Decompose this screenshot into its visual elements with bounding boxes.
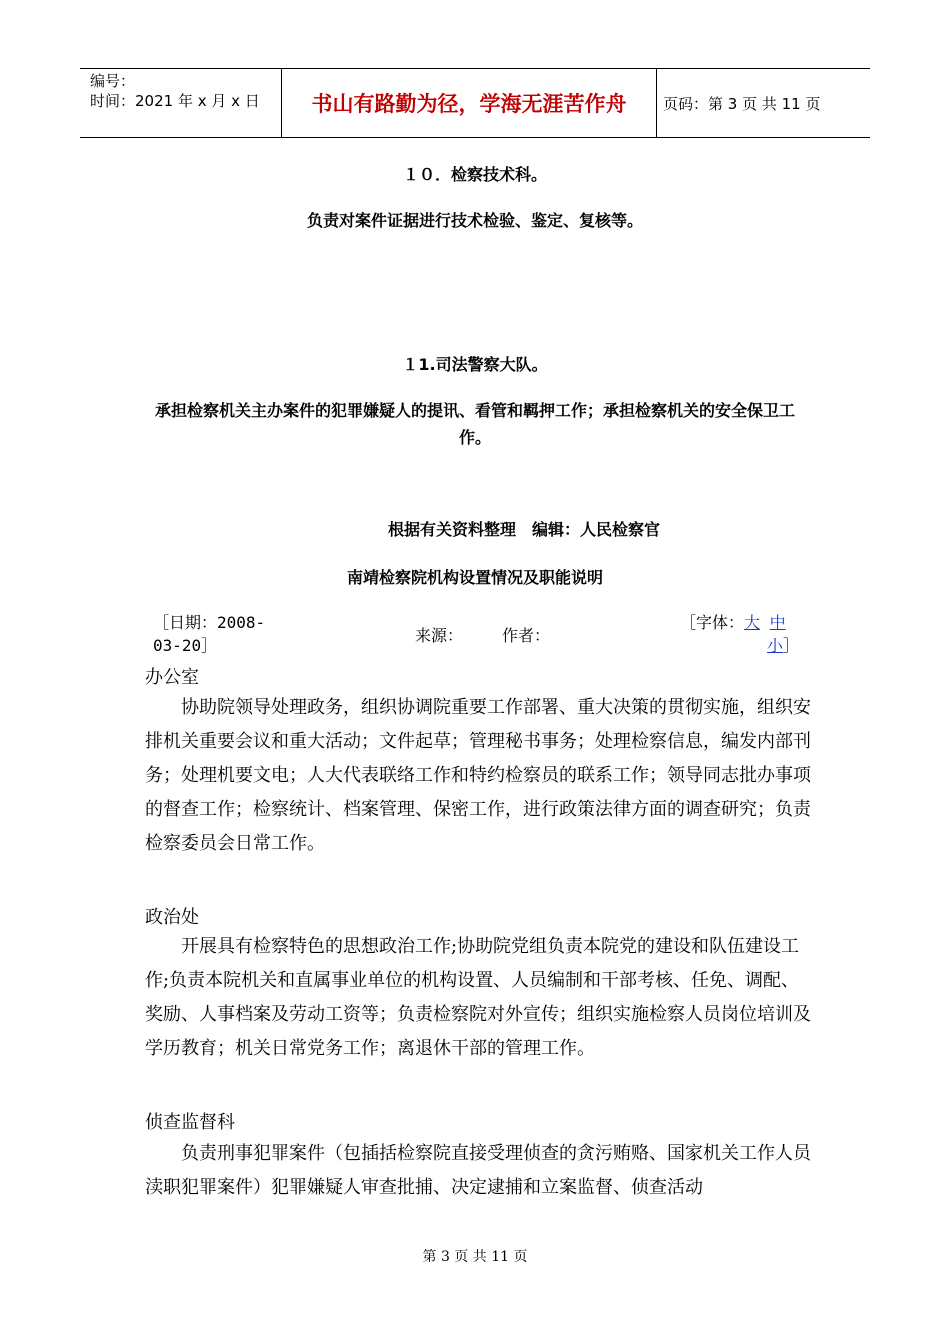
font-large-link[interactable]: 大 [744,613,761,632]
office-text: 协助院领导处理政务，组织协调院重要工作部署、重大决策的贯彻实施，组织安排机关重要会议和重大活动；文件起草；管理秘书事务；处理检察信息，编发内部刊务；处理机要文电；人大代表联络工作和特约检察员的联系工作；领导同志批办事项的督查工作；检察统计、档案管理、保密工作，进行政策法律方面的调查研究；负责检察委员会日常工作。 [145,697,811,854]
article-meta [145,611,810,661]
article-author: 作者： [502,626,551,645]
document-header [80,68,870,138]
time-label: 时间：2021 年 x 月 x 日 [90,92,260,110]
section-11-title: １1.司法警察大队。 [402,355,548,374]
font-medium-link[interactable]: 中 [769,613,786,632]
political-text: 开展具有检察特色的思想政治工作;协助院党组负责本院党的建设和队伍建设工作;负责本院机关和直属事业单位的机构设置、人员编制和干部考核、任免、调配、奖励、人事档案及劳动工资等；负责检察院对外宣传；组织实施检察人员岗位培训及学历教育；机关日常党务工作；离退休干部的管理工作。 [145,936,811,1059]
header-info-cell [80,69,282,137]
font-size-selector [680,611,810,657]
page-footer: 第 3 页 共 11 页 [422,1249,528,1265]
article-date: ［日期：2008-03-20］ [153,613,266,655]
section-10-desc: 负责对案件证据进行技术检验、鉴定、复核等。 [306,211,643,230]
page-code: 页码：第 3 页 共 11 页 [663,94,821,113]
political-title: 政治处 [145,907,199,928]
office-title: 办公室 [145,667,199,688]
credit-line: 根据有关资料整理 编辑：人民检察官 [388,520,661,539]
font-label: ［字体： [680,613,745,632]
section-11-desc: 承担检察机关主办案件的犯罪嫌疑人的提讯、看管和羁押工作；承担检察机关的安全保卫工作。 [154,401,795,447]
font-close: ］ [783,636,800,655]
font-small-link[interactable]: 小 [767,636,784,655]
number-label: 编号： [90,72,136,90]
section-10-title: １０．检察技术科。 [402,165,547,184]
motto: 书山有路勤为径，学海无涯苦作舟 [282,69,657,137]
investigation-text: 负责刑事犯罪案件（包插括检察院直接受理侦查的贪污贿赂、国家机关工作人员渎职犯罪案件）犯罪嫌疑人审查批捕、决定逮捕和立案监督、侦查活动 [145,1143,811,1198]
investigation-title: 侦查监督科 [145,1112,235,1133]
article-title: 南靖检察院机构设置情况及职能说明 [346,568,603,587]
article-source: 来源： [415,626,464,645]
